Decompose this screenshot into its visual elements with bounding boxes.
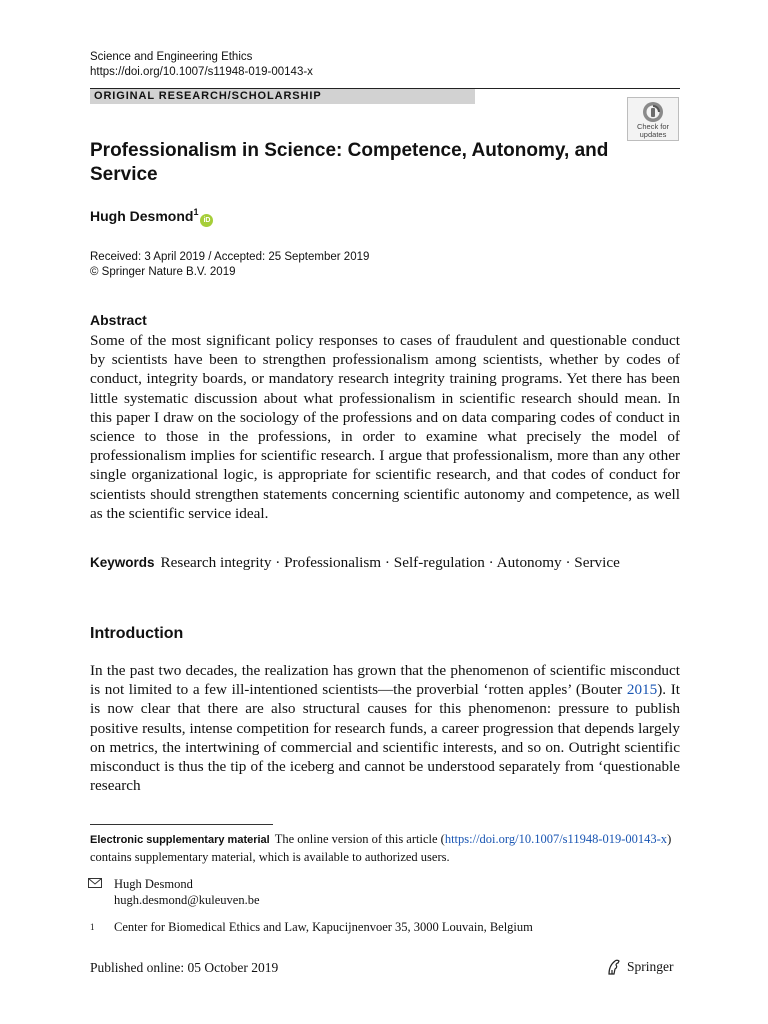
publisher-name: Springer — [627, 959, 674, 974]
footnote-rule — [90, 824, 273, 825]
affiliation-number: 1 — [90, 922, 95, 932]
journal-name: Science and Engineering Ethics — [90, 51, 253, 63]
keywords — [90, 553, 680, 572]
copyright: © Springer Nature B.V. 2019 — [90, 266, 236, 278]
section-label: ORIGINAL RESEARCH/SCHOLARSHIP — [90, 89, 475, 104]
check-updates-line1: Check for — [636, 122, 670, 131]
citation-link[interactable]: 2015 — [626, 681, 658, 699]
esm-doi-link[interactable]: https://doi.org/10.1007/s11948-019-00143-x — [444, 832, 668, 846]
esm-text-part1: The online version of this article ( — [274, 832, 445, 846]
affiliation-text: Center for Biomedical Ethics and Law, Kapucijnenvoer 35, 3000 Louvain, Belgium — [114, 920, 533, 934]
article-dates — [90, 250, 369, 280]
supplementary-material-note — [90, 831, 680, 865]
check-for-updates-badge[interactable] — [627, 97, 679, 141]
check-updates-icon — [642, 101, 664, 123]
contact-block — [88, 876, 260, 908]
publisher-logo — [605, 958, 674, 976]
article-title: Professionalism in Science: Competence, Autonomy, and Service — [90, 140, 609, 185]
affiliation — [90, 919, 533, 935]
contact-name: Hugh Desmond — [114, 877, 193, 891]
received-accepted: Received: 3 April 2019 / Accepted: 25 September 2019 — [90, 251, 370, 263]
check-updates-line2: updates — [639, 130, 667, 139]
orcid-icon[interactable]: iD — [200, 214, 213, 227]
author-line — [90, 208, 213, 227]
published-online: Published online: 05 October 2019 — [90, 960, 279, 975]
keywords-text: Research integrity · Professionalism · Self-regulation · Autonomy · Service — [160, 554, 620, 571]
envelope-icon — [88, 876, 114, 892]
introduction-heading: Introduction — [90, 625, 184, 642]
esm-label: Electronic supplementary material — [90, 834, 270, 846]
introduction-text — [90, 661, 680, 795]
journal-doi[interactable]: https://doi.org/10.1007/s11948-019-00143-x — [90, 66, 313, 78]
journal-header — [90, 50, 313, 80]
contact-email[interactable]: hugh.desmond@kuleuven.be — [114, 893, 260, 907]
esm-text-part2: ) contains supplementary material, which is available to authorized users. — [90, 832, 672, 864]
springer-horse-icon — [605, 958, 623, 976]
intro-text-part1: In the past two decades, the realization has grown that the phenomenon of scientific misconduct is not limited to a few ill-intentioned scientists—the proverbial ‘rotten apples’ (Bouter — [90, 662, 680, 699]
abstract-text: Some of the most significant policy responses to cases of fraudulent and questionable conduct by scientists have been to strengthen professionalism among scientists, whether by codes of conduct, integrity boards, or mandatory research integrity training programs. Yet there has been little systematic discussion about what professionalism in scientific research should mean. In this paper I draw on the sociology of the professions and on data comparing codes of conduct in science to those in the professions, in order to examine what precisely the model of professionalism implies for scientific research. I argue that professionalism, more than any other single organizational logic, is appropriate for scientific research, and that codes of conduct for scientists should strengthen statements concerning scientific autonomy and competence, as well as the scientific service ideal. — [90, 332, 680, 522]
keywords-label: Keywords — [90, 555, 155, 570]
intro-text-part2: ). It is now clear that there are also structural causes for this phenomenon: pressure to publish positive results, intense competition for research funds, a career progression that depends largely on metrics, the intertwining of commercial and scientific interests, and so on. Outright scientific misconduct is thus the tip of the iceberg and cannot be understood separately from ‘questionable research — [90, 681, 680, 795]
abstract-heading: Abstract — [90, 312, 147, 328]
author-name[interactable]: Hugh Desmond — [90, 208, 194, 224]
affiliation-mark: 1 — [193, 207, 199, 217]
